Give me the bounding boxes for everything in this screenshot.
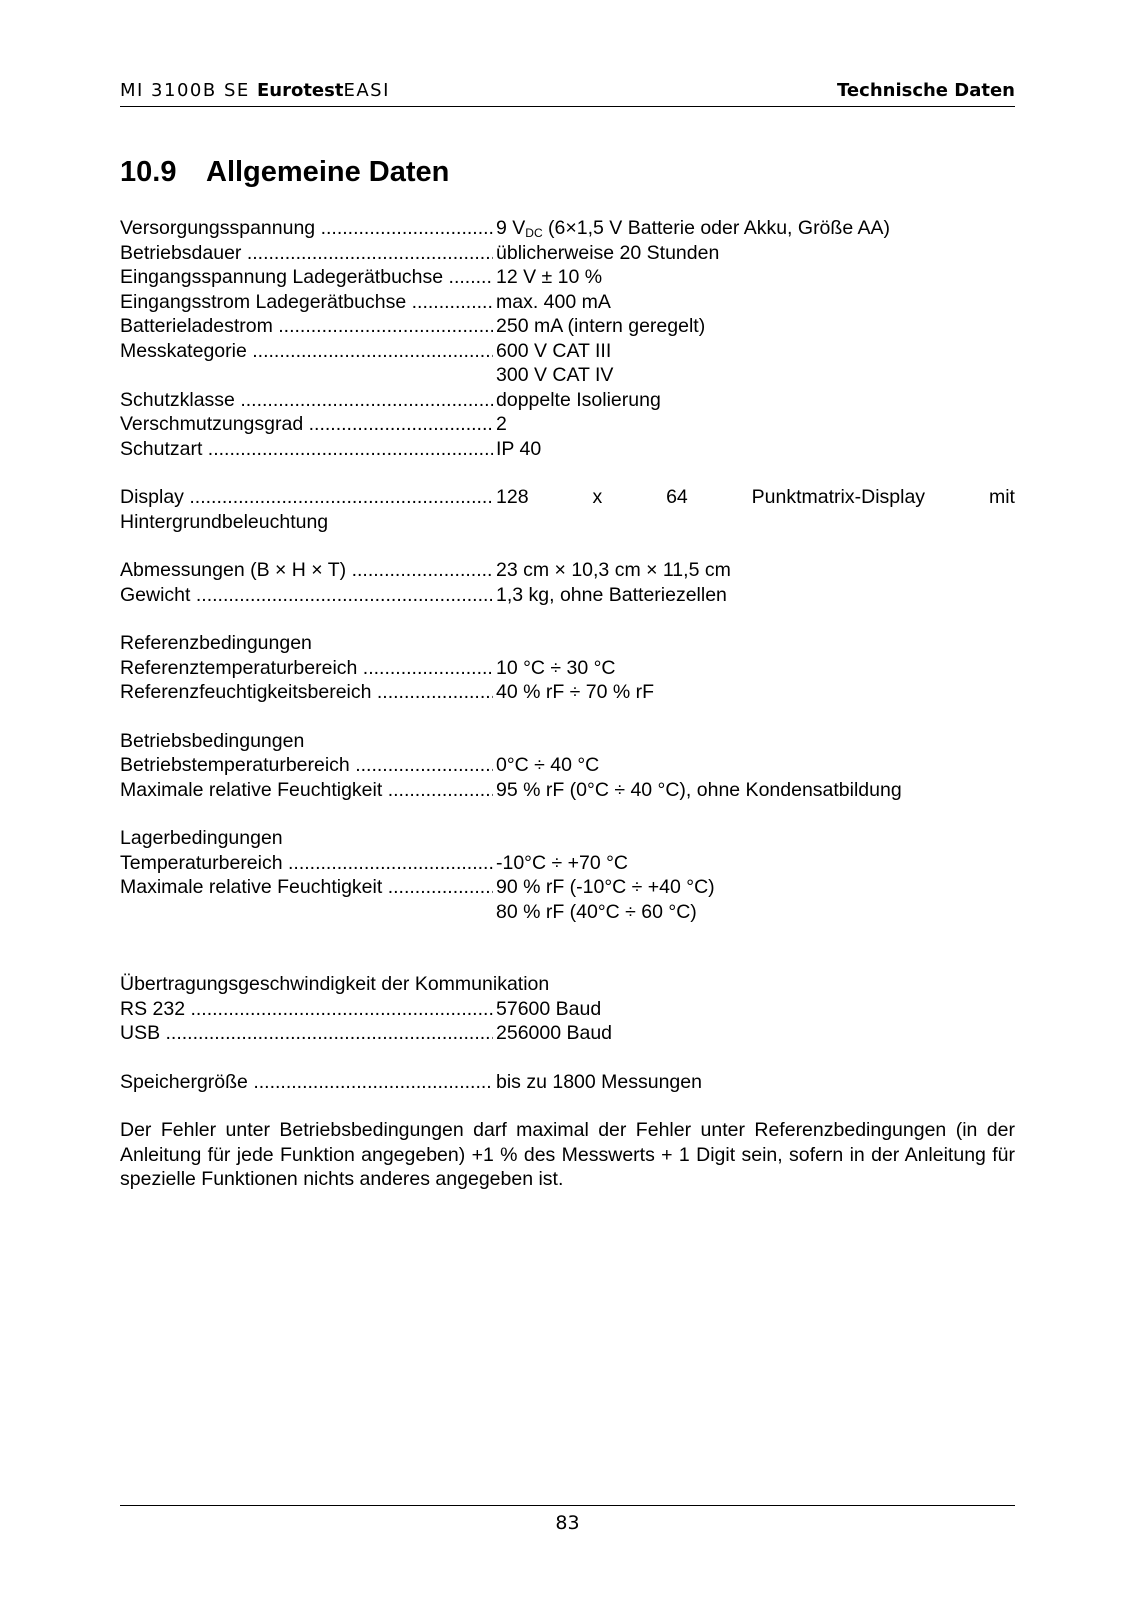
product-suffix: EASI (343, 80, 390, 101)
spec-label: USB ..... (120, 1021, 493, 1046)
spec-list (120, 216, 1015, 1192)
spec-label: Eingangsstrom Ladegerätbuchse ..... (120, 290, 493, 315)
spec-row (120, 680, 1015, 705)
spec-label: Betriebsdauer ..... (120, 241, 493, 266)
spec-label: Maximale relative Feuchtigkeit ..... (120, 778, 493, 803)
group-heading: Übertragungsgeschwindigkeit der Kommunikation (120, 973, 550, 995)
spec-label: RS 232 ..... (120, 997, 493, 1022)
page-footer (120, 1505, 1015, 1534)
value-word: mit (988, 486, 1015, 508)
spec-value: 256000 Baud (496, 1022, 613, 1044)
spec-row (120, 290, 1015, 315)
value-main: 9 V (496, 217, 526, 239)
spec-row (120, 265, 1015, 290)
value-rest: (6×1,5 V Batterie oder Akku, Größe AA) (542, 217, 891, 239)
spec-row (120, 216, 1015, 241)
spec-row (120, 778, 1015, 803)
spec-value: 95 % rF (0°C ÷ 40 °C), ohne Kondensatbildung (496, 778, 902, 801)
spec-row (120, 583, 1015, 608)
spec-value: 23 cm × 10,3 cm × 11,5 cm (496, 559, 731, 581)
spec-label: Speichergröße ..... (120, 1070, 493, 1095)
spec-label: Referenztemperaturbereich ..... (120, 656, 493, 681)
spacer (120, 534, 1015, 558)
spec-row-continued (120, 900, 1015, 925)
spec-value-continued: Hintergrundbeleuchtung (120, 510, 329, 533)
spec-value: 90 % rF (-10°C ÷ +40 °C) (496, 876, 715, 898)
spec-label: Schutzklasse ..... (120, 388, 493, 413)
spec-label: Betriebstemperaturbereich ..... (120, 753, 493, 778)
spec-row (120, 753, 1015, 778)
group-heading: Referenzbedingungen (120, 632, 312, 654)
page-header (120, 80, 1015, 107)
spec-value (493, 485, 1015, 510)
page-number: 83 (555, 1512, 580, 1534)
spec-value: 57600 Baud (496, 997, 602, 1020)
spec-row (120, 656, 1015, 681)
spec-row (120, 558, 1015, 583)
spacer (120, 1046, 1015, 1070)
spacer (120, 607, 1015, 631)
spec-row (120, 1021, 1015, 1046)
spec-value: üblicherweise 20 Stunden (496, 241, 720, 264)
note-paragraph: Der Fehler unter Betriebsbedingungen darf maximal der Fehler unter Referenzbedingungen (in der Anleitung für jede Funktion angegeben) +1 % des Messwerts + 1 Digit sein, sofern in der Anleitung für spezielle Funktionen nichts anderes angegeben ist. (120, 1119, 1015, 1190)
spec-row (120, 339, 1015, 364)
spacer (120, 461, 1015, 485)
spec-row (120, 851, 1015, 876)
spec-row (120, 388, 1015, 413)
spec-label: Eingangsspannung Ladegerätbuchse ..... (120, 265, 493, 290)
spacer (120, 1094, 1015, 1118)
spec-row (120, 1070, 1015, 1095)
spec-label: Batterieladestrom ..... (120, 314, 493, 339)
spec-row (120, 875, 1015, 900)
spec-value: 40 % rF ÷ 70 % rF (496, 681, 655, 703)
spec-value: 250 mA (intern geregelt) (496, 315, 706, 337)
spec-row-continued (120, 363, 1015, 388)
value-subscript: DC (525, 226, 543, 240)
spacer (120, 924, 1015, 972)
spec-value: 1,3 kg, ohne Batteriezellen (496, 583, 727, 606)
spec-value: 600 V CAT III (496, 339, 612, 362)
spec-label: Verschmutzungsgrad ..... (120, 412, 493, 437)
spec-row (120, 314, 1015, 339)
spec-row (120, 412, 1015, 437)
spacer (120, 705, 1015, 729)
section-title: Allgemeine Daten (206, 156, 450, 188)
spec-value: bis zu 1800 Messungen (496, 1070, 702, 1093)
spec-value: 300 V CAT IV (496, 364, 614, 386)
section-heading (120, 156, 449, 189)
spec-label: Schutzart ..... (120, 437, 493, 462)
spacer (120, 802, 1015, 826)
spec-row (120, 241, 1015, 266)
spec-value: doppelte Isolierung (496, 388, 661, 411)
spec-label: Temperaturbereich ..... (120, 851, 493, 876)
spec-value: 0°C ÷ 40 °C (496, 754, 600, 776)
spec-value: max. 400 mA (496, 290, 611, 313)
spacer (120, 363, 493, 388)
spec-value: IP 40 (496, 437, 542, 460)
spec-value: -10°C ÷ +70 °C (496, 851, 628, 874)
value-word: 128 (496, 486, 529, 508)
section-number: 10.9 (120, 156, 177, 188)
value-word: 64 (666, 486, 688, 508)
spec-label: Abmessungen (B × H × T) ..... (120, 558, 493, 583)
spec-label: Messkategorie ..... (120, 339, 493, 364)
spec-label: Versorgungsspannung ..... (120, 216, 493, 241)
group-heading: Betriebsbedingungen (120, 729, 305, 752)
spec-value (493, 216, 890, 241)
product-bold: Eurotest (256, 80, 344, 101)
spec-value: 12 V ± 10 % (496, 266, 603, 288)
value-word: Punktmatrix-Display (751, 486, 926, 508)
spec-row (120, 997, 1015, 1022)
product-name (120, 80, 390, 101)
spec-row (120, 437, 1015, 462)
spec-value: 2 (496, 413, 507, 435)
spec-value: 10 °C ÷ 30 °C (496, 656, 616, 679)
spec-value: 80 % rF (40°C ÷ 60 °C) (496, 900, 697, 923)
spacer (120, 900, 493, 925)
spec-row-display (120, 485, 1015, 510)
value-word: x (592, 486, 603, 508)
spec-label: Gewicht ..... (120, 583, 493, 608)
spec-label: Maximale relative Feuchtigkeit ..... (120, 875, 493, 900)
group-heading: Lagerbedingungen (120, 827, 283, 849)
header-section: Technische Daten (837, 80, 1015, 101)
spec-label: Display ..... (120, 485, 493, 510)
product-prefix: MI 3100B SE (120, 80, 257, 101)
spec-label: Referenzfeuchtigkeitsbereich ..... (120, 680, 493, 705)
